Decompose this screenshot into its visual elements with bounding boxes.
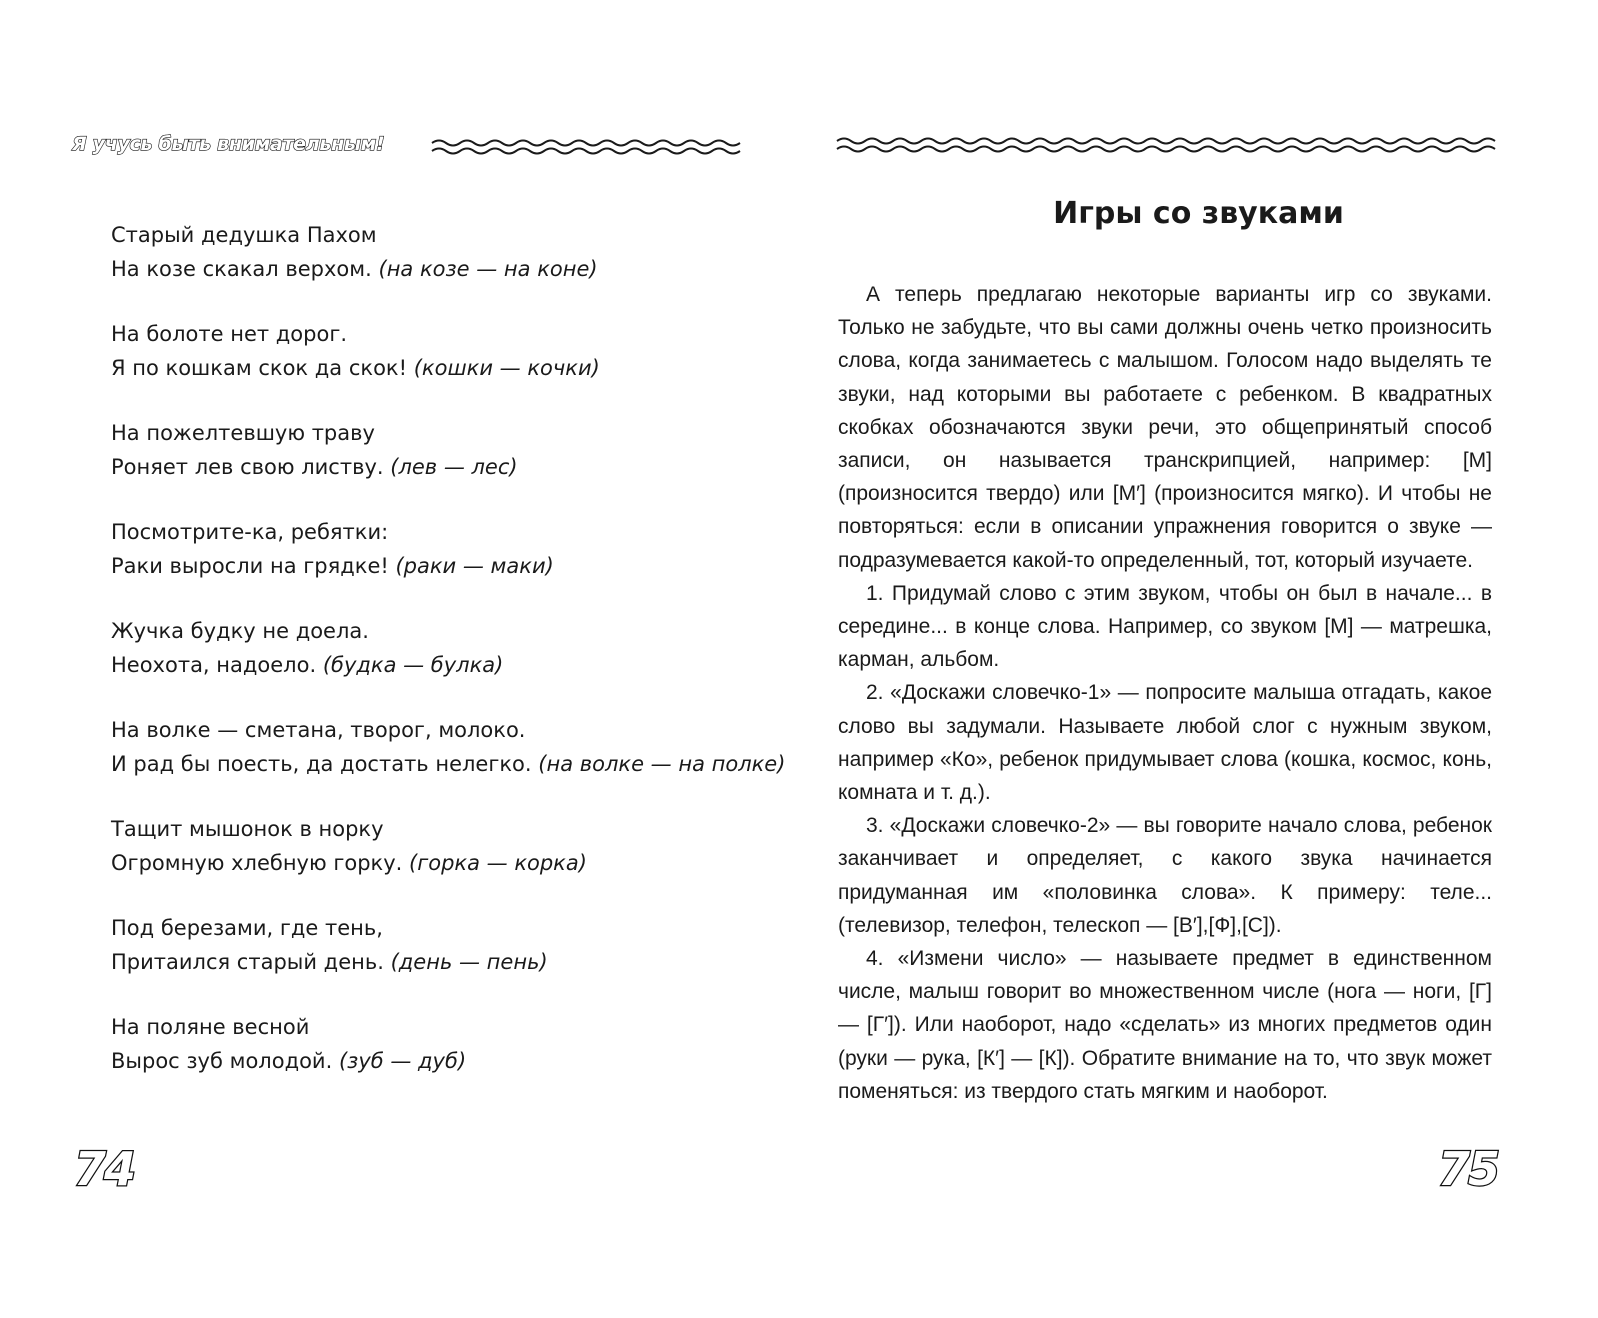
poem-line: Раки выросли на грядке! (раки — маки) bbox=[111, 554, 554, 578]
page-number: 75 bbox=[1438, 1142, 1499, 1196]
poem-line: Неохота, надоело. (будка — булка) bbox=[111, 653, 504, 677]
stanza bbox=[111, 911, 771, 979]
paragraph-game-3: 3. «Доскажи словечко-2» — вы говорите начало слова, ребенок заканчивает и определяет, с какого звука начинается придуманная им «половинка слова». К примеру: теле... (телевизор, телефон, телескоп — [В′],[Ф],[С]). bbox=[838, 814, 1492, 937]
poem-line: Я по кошкам скок да скок! (кошки — кочки) bbox=[111, 356, 600, 380]
poem-line: Вырос зуб молодой. (зуб — дуб) bbox=[111, 1049, 467, 1073]
poem-line: На козе скакал верхом. (на козе — на коне) bbox=[111, 257, 598, 281]
paragraph-game-4: 4. «Измени число» — называете предмет в единственном числе, малыш говорит во множественном числе (нога — ноги, [Г] — [Г′]). Или наоборот, надо «сделать» из многих предметов один (руки — рука, [К′] — [К]). Обратите внимание на то, что звук может поменяться: из твердого стать мягким и наоборот. bbox=[838, 947, 1492, 1103]
poem-note: (день — пень) bbox=[390, 950, 548, 974]
poem-note: (раки — маки) bbox=[395, 554, 554, 578]
poem-note: (на волке — на полке) bbox=[538, 752, 786, 776]
poem-note: (горка — корка) bbox=[409, 851, 587, 875]
poem-note: (на козе — на коне) bbox=[378, 257, 598, 281]
poem-line: Под березами, где тень, bbox=[111, 916, 383, 940]
wavy-divider-right bbox=[835, 133, 1505, 157]
poem-line: На волке — сметана, творог, молоко. bbox=[111, 718, 526, 742]
stanza bbox=[111, 416, 771, 484]
poem-note: (лев — лес) bbox=[390, 455, 518, 479]
poem-line: Роняет лев свою листву. (лев — лес) bbox=[111, 455, 518, 479]
poem-note: (будка — булка) bbox=[322, 653, 504, 677]
poem-list bbox=[111, 218, 786, 1109]
poem-line: На болоте нет дорог. bbox=[111, 322, 348, 346]
paragraph-intro: А теперь предлагаю некоторые варианты игр со звуками. Только не забудьте, что вы сами должны очень четко произносить слова, когда занимаетесь с малышом. Голосом надо выделять те звуки, над которыми вы работаете с ребенком. В квадратных скобках обозначаются звуки речи, это общепринятый способ записи, он называется транскрипцией, например: [М] (произносится твердо) или [М′] (произносится мягко). И чтобы не повторяться: если в описании упражнения говорится о звуке — подразумевается какой-то определенный, тот, который изучаете. bbox=[838, 283, 1492, 572]
poem-line: Огромную хлебную горку. (горка — корка) bbox=[111, 851, 587, 875]
stanza bbox=[111, 713, 786, 781]
poem-note: (кошки — кочки) bbox=[413, 356, 600, 380]
body-text bbox=[838, 278, 1492, 1108]
wavy-divider-left bbox=[430, 135, 746, 159]
stanza bbox=[111, 317, 771, 385]
running-head: Я учусь быть внимательным! bbox=[72, 133, 385, 155]
paragraph-game-2: 2. «Доскажи словечко-1» — попросите малыша отгадать, какое слово вы задумали. Называете любой слог с нужным звуком, например «Ко», ребенок придумывает слова (кошка, космос, конь, комната и т. д.). bbox=[838, 681, 1492, 805]
poem-line: Посмотрите-ка, ребятки: bbox=[111, 520, 389, 544]
paragraph-game-1: 1. Придумай слово с этим звуком, чтобы он был в начале... в середине... в конце слова. Например, со звуком [М] — матрешка, карман, альбом. bbox=[838, 581, 1492, 672]
section-title: Игры со звуками bbox=[1053, 196, 1344, 231]
poem-line: Жучка будку не доела. bbox=[111, 619, 369, 643]
stanza bbox=[111, 1010, 771, 1078]
poem-line: На пожелтевшую траву bbox=[111, 421, 375, 445]
stanza bbox=[111, 812, 771, 880]
poem-line: Тащит мышонок в норку bbox=[111, 817, 384, 841]
stanza bbox=[111, 614, 771, 682]
page-number: 74 bbox=[74, 1142, 135, 1196]
poem-line: На поляне весной bbox=[111, 1015, 310, 1039]
poem-line: Притаился старый день. (день — пень) bbox=[111, 950, 548, 974]
poem-line: Старый дедушка Пахом bbox=[111, 223, 377, 247]
stanza bbox=[111, 218, 771, 286]
stanza bbox=[111, 515, 771, 583]
poem-note: (зуб — дуб) bbox=[338, 1049, 467, 1073]
poem-line: И рад бы поесть, да достать нелегко. (на волке — на полке) bbox=[111, 752, 786, 776]
